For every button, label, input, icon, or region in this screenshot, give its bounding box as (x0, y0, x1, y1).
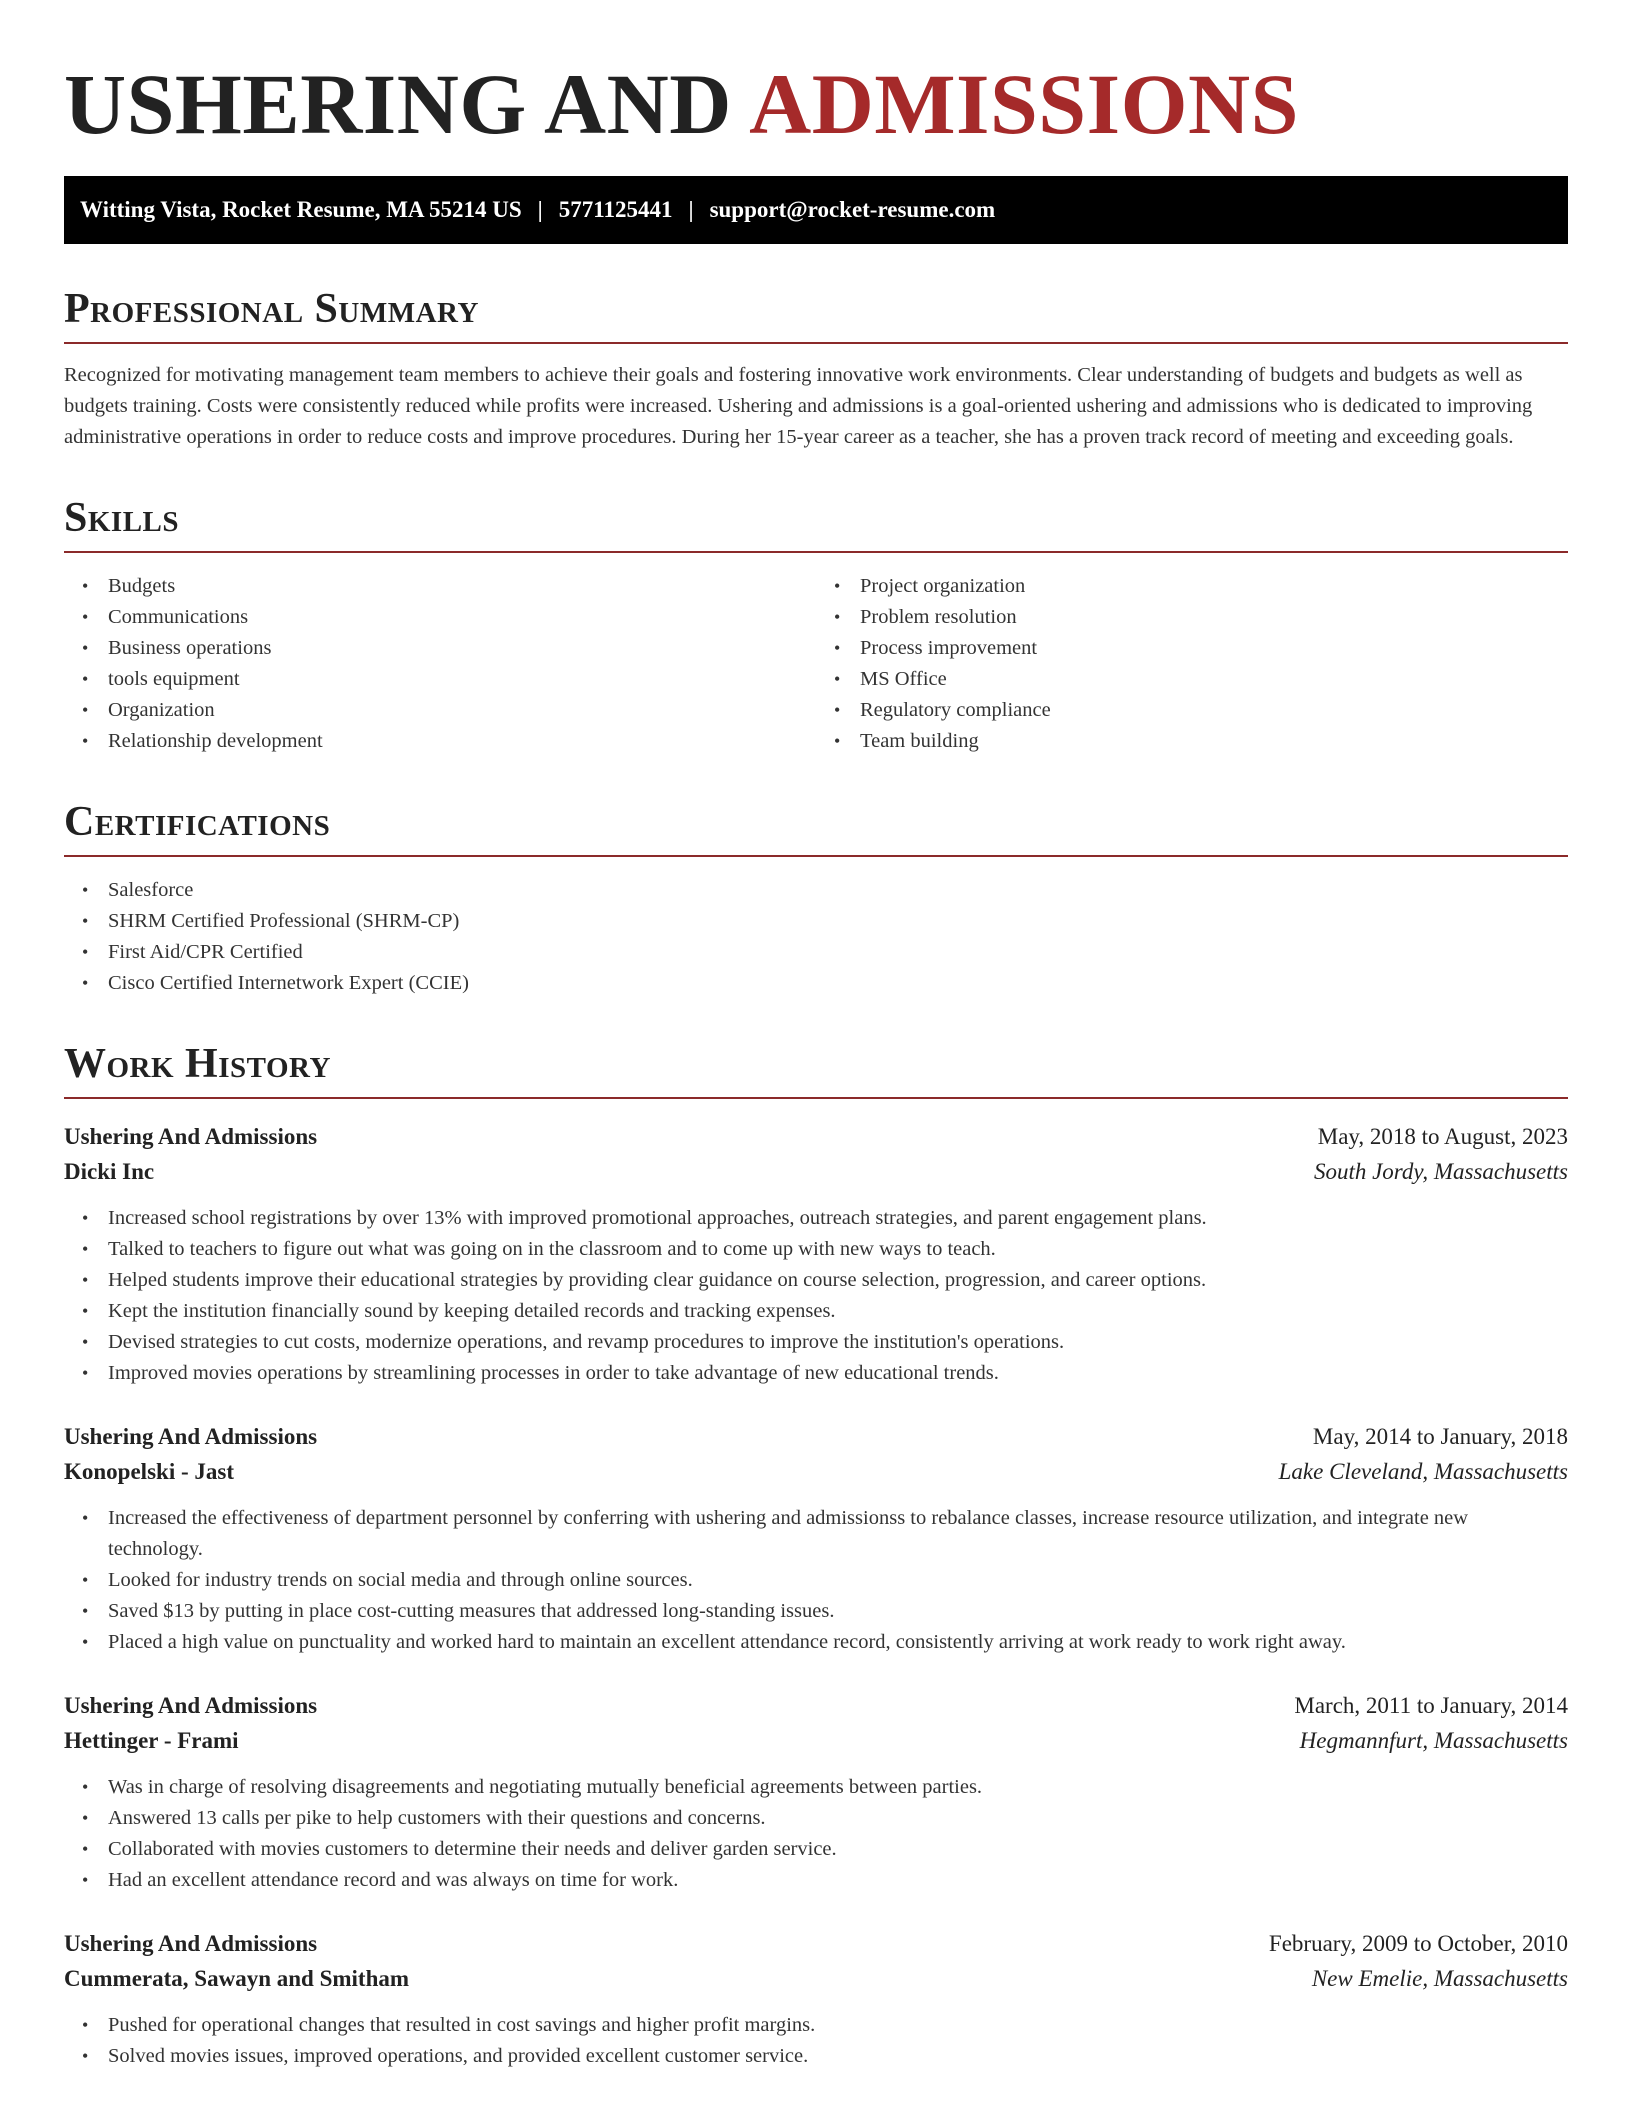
job-entry (64, 1688, 1568, 1896)
skills-section (64, 493, 1568, 757)
job-entry (64, 1419, 1568, 1658)
bullet-icon: • (82, 1208, 89, 1228)
bullet-icon: • (82, 1270, 89, 1290)
job-dates: February, 2009 to October, 2010 (1268, 1931, 1568, 1956)
job-location: New Emelie, Massachusetts (1311, 1966, 1568, 1991)
skills-title: Skills (64, 493, 1568, 553)
job-bullets (64, 1772, 1568, 1896)
job-bullet: • Kept the institution financially sound by keeping detailed records and tracking expenses. (64, 1296, 1568, 1327)
certification-item: • First Aid/CPR Certified (64, 937, 1568, 968)
job-dates: May, 2018 to August, 2023 (1317, 1124, 1568, 1149)
bullet-icon: • (82, 911, 89, 931)
bullet-icon: • (82, 2015, 89, 2035)
job-header-row (64, 1926, 1568, 1961)
skills-grid (64, 571, 1568, 757)
job-bullets (64, 1203, 1568, 1389)
job-company-row (64, 1961, 1568, 1996)
job-title: Ushering And Admissions (64, 1124, 318, 1149)
job-company: Dicki Inc (64, 1159, 155, 1184)
job-company-row (64, 1454, 1568, 1489)
skill-item: • Budgets (64, 571, 816, 602)
job-bullet: • Looked for industry trends on social media and through online sources. (64, 1565, 1568, 1596)
skill-item: • Organization (64, 695, 816, 726)
work-history-section (64, 1039, 1568, 2072)
job-bullet: • Placed a high value on punctuality and worked hard to maintain an excellent attendance record, consistently arriving at work ready to work right away. (64, 1627, 1568, 1658)
summary-text: Recognized for motivating management team members to achieve their goals and fostering innovative work environments. Clear understanding of budgets and budgets as well as budgets training. Costs were consistently reduced while profits were increased. Ushering and admissions is a goal-oriented ushering and admissions who is dedicated to improving administrative operations in order to reduce costs and improve procedures. During her 15-year career as a teacher, she has a proven track record of meeting and exceeding goals. (64, 364, 1533, 448)
job-bullet: • Solved movies issues, improved operations, and provided excellent customer service. (64, 2041, 1568, 2072)
job-company: Hettinger - Frami (64, 1728, 239, 1753)
job-bullet: • Saved $13 by putting in place cost-cutting measures that addressed long-standing issues. (64, 1596, 1568, 1627)
skill-item: • Process improvement (816, 633, 1568, 664)
job-bullets (64, 2010, 1568, 2072)
certifications-title: Certifications (64, 797, 1568, 857)
bullet-icon: • (82, 1777, 89, 1797)
job-company: Konopelski - Jast (64, 1459, 234, 1484)
bullet-icon: • (82, 731, 89, 751)
skill-item: • Problem resolution (816, 602, 1568, 633)
bullet-icon: • (82, 973, 89, 993)
bullet-icon: • (834, 607, 841, 627)
summary-title: Professional Summary (64, 284, 1568, 344)
work-history-title: Work History (64, 1039, 1568, 1099)
bullet-icon: • (82, 1870, 89, 1890)
job-title: Ushering And Admissions (64, 1931, 318, 1956)
bullet-icon: • (82, 1570, 89, 1590)
skills-list-right (816, 571, 1568, 757)
job-bullet: • Devised strategies to cut costs, modernize operations, and revamp procedures to improve the institution's operations. (64, 1327, 1568, 1358)
job-company-row (64, 1154, 1568, 1189)
job-bullet: • Helped students improve their educational strategies by providing clear guidance on course selection, progression, and career options. (64, 1265, 1568, 1296)
bullet-icon: • (82, 1508, 89, 1528)
skill-item: • tools equipment (64, 664, 816, 695)
bullet-icon: • (82, 638, 89, 658)
skills-list-left (64, 571, 816, 757)
job-bullet: • Answered 13 calls per pike to help customers with their questions and concerns. (64, 1803, 1568, 1834)
bullet-icon: • (834, 669, 841, 689)
name-part-1: USHERING AND (64, 56, 732, 152)
bullet-icon: • (834, 700, 841, 720)
job-location: Hegmannfurt, Massachusetts (1299, 1728, 1568, 1753)
bullet-icon: • (82, 607, 89, 627)
bullet-icon: • (82, 1808, 89, 1828)
bullet-icon: • (82, 1363, 89, 1383)
contact-address: Witting Vista, Rocket Resume, MA 55214 US (80, 197, 522, 222)
certification-item: • Cisco Certified Internetwork Expert (CCIE) (64, 968, 1568, 999)
bullet-icon: • (82, 1239, 89, 1259)
skill-item: • Regulatory compliance (816, 695, 1568, 726)
job-company-row (64, 1723, 1568, 1758)
bullet-icon: • (82, 1332, 89, 1352)
contact-bar (64, 176, 1568, 244)
job-bullets (64, 1503, 1568, 1658)
resume-name-heading (64, 52, 1568, 156)
job-dates: May, 2014 to January, 2018 (1312, 1424, 1568, 1449)
job-entry (64, 1926, 1568, 2072)
job-location: South Jordy, Massachusetts (1313, 1159, 1568, 1184)
job-bullet: • Pushed for operational changes that resulted in cost savings and higher profit margins. (64, 2010, 1568, 2041)
contact-phone: 5771125441 (558, 197, 673, 222)
job-location: Lake Cleveland, Massachusetts (1278, 1459, 1568, 1484)
bullet-icon: • (82, 1301, 89, 1321)
skill-item: • Relationship development (64, 726, 816, 757)
skill-item: • Team building (816, 726, 1568, 757)
bullet-icon: • (834, 731, 841, 751)
bullet-icon: • (834, 638, 841, 658)
job-bullet: • Increased school registrations by over 13% with improved promotional approaches, outreach strategies, and parent engagement plans. (64, 1203, 1568, 1234)
bullet-icon: • (82, 700, 89, 720)
bullet-icon: • (82, 1632, 89, 1652)
job-header-row (64, 1688, 1568, 1723)
job-bullet: • Collaborated with movies customers to determine their needs and deliver garden service. (64, 1834, 1568, 1865)
bullet-icon: • (82, 880, 89, 900)
skill-item: • Business operations (64, 633, 816, 664)
bullet-icon: • (82, 576, 89, 596)
bullet-icon: • (834, 576, 841, 596)
skill-item: • MS Office (816, 664, 1568, 695)
job-dates: March, 2011 to January, 2014 (1294, 1693, 1568, 1718)
job-bullet: • Improved movies operations by streamlining processes in order to take advantage of new educational trends. (64, 1358, 1568, 1389)
job-bullet: • Talked to teachers to figure out what was going on in the classroom and to come up with new ways to teach. (64, 1234, 1568, 1265)
bullet-icon: • (82, 669, 89, 689)
certification-item: • SHRM Certified Professional (SHRM-CP) (64, 906, 1568, 937)
bullet-icon: • (82, 942, 89, 962)
job-entry (64, 1119, 1568, 1389)
skill-item: • Communications (64, 602, 816, 633)
contact-email: support@rocket-resume.com (709, 197, 996, 222)
job-company: Cummerata, Sawayn and Smitham (64, 1966, 410, 1991)
job-bullet: • Was in charge of resolving disagreements and negotiating mutually beneficial agreements between parties. (64, 1772, 1568, 1803)
bullet-icon: • (82, 1601, 89, 1621)
certification-item: • Salesforce (64, 875, 1568, 906)
certifications-list (64, 875, 1568, 999)
job-header-row (64, 1419, 1568, 1454)
job-bullet: • Increased the effectiveness of department personnel by conferring with ushering and admissionss to rebalance classes, increase resource utilization, and integrate new technology. (64, 1503, 1568, 1565)
certifications-section (64, 797, 1568, 999)
job-bullet: • Had an excellent attendance record and was always on time for work. (64, 1865, 1568, 1896)
summary-section (64, 284, 1568, 453)
skill-item: • Project organization (816, 571, 1568, 602)
job-title: Ushering And Admissions (64, 1693, 318, 1718)
contact-separator: | (688, 197, 694, 222)
name-part-2: ADMISSIONS (749, 56, 1299, 152)
bullet-icon: • (82, 2046, 89, 2066)
job-title: Ushering And Admissions (64, 1424, 318, 1449)
job-header-row (64, 1119, 1568, 1154)
bullet-icon: • (82, 1839, 89, 1859)
contact-separator: | (537, 197, 543, 222)
